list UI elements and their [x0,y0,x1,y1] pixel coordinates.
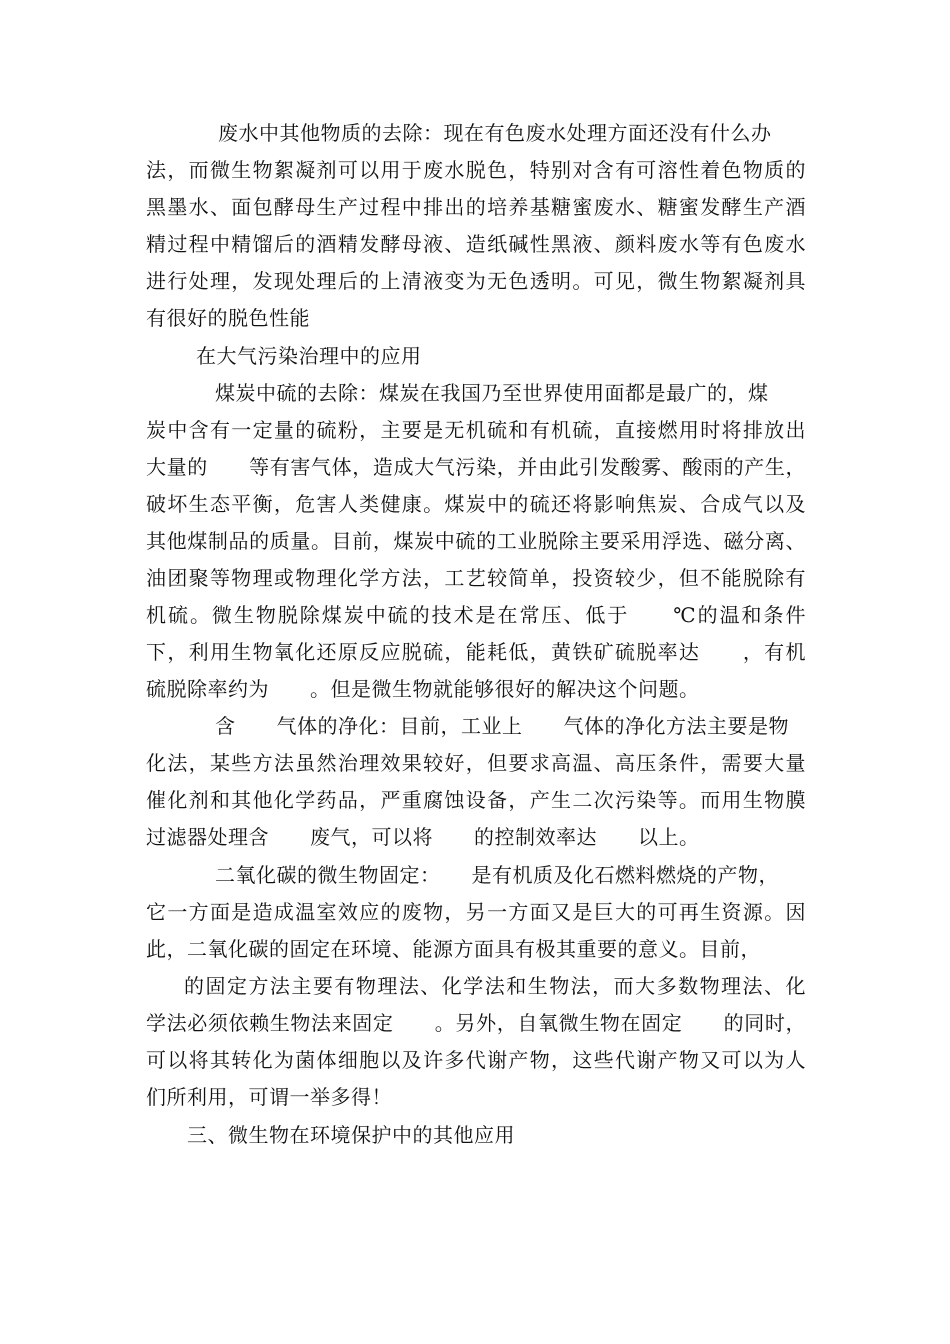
text-line: 煤炭中硫的去除：煤炭在我国乃至世界使用面都是最广的，煤 [215,381,769,405]
text-line: 催化剂和其他化学药品，严重腐蚀设备，产生二次污染等。而用生物膜 [146,788,806,812]
text-line: 废水中其他物质的去除：现在有色废水处理方面还没有什么办 [218,121,772,145]
section-heading: 在大气污染治理中的应用 [196,344,422,368]
text-line: 硫脱除率约为 。但是微生物就能够很好的解决这个问题。 [146,677,700,701]
text-line: 含 气体的净化：目前，工业上 气体的净化方法主要是物 [215,714,789,738]
text-line: 有很好的脱色性能 [146,306,310,330]
text-line: 机硫。微生物脱除煤炭中硫的技术是在常压、低于 ℃的温和条件 [146,603,806,627]
text-line: 下，利用生物氧化还原反应脱硫，能耗低，黄铁矿硫脱率达 ，有机 [146,640,806,664]
text-line: 油团聚等物理或物理化学方法，工艺较简单，投资较少，但不能脱除有 [146,566,806,590]
text-line: 过滤器处理含 废气，可以将 的控制效率达 以上。 [146,825,700,849]
text-line: 们所利用，可谓一举多得！ [146,1085,392,1109]
text-line: 它一方面是造成温室效应的废物，另一方面又是巨大的可再生资源。因 [146,900,806,924]
text-line: 可以将其转化为菌体细胞以及许多代谢产物，这些代谢产物又可以为人 [146,1048,806,1072]
text-line: 二氧化碳的微生物固定： 是有机质及化石燃料燃烧的产物， [215,863,779,887]
text-line: 化法，某些方法虽然治理效果较好，但要求高温、高压条件，需要大量 [146,751,806,775]
section-heading: 三、微生物在环境保护中的其他应用 [187,1123,515,1147]
text-line: 其他煤制品的质量。目前，煤炭中硫的工业脱除主要采用浮选、磁分离、 [146,529,806,553]
text-line: 精过程中精馏后的酒精发酵母液、造纸碱性黑液、颜料废水等有色废水 [146,232,806,256]
text-line: 大量的 等有害气体，造成大气污染，并由此引发酸雾、酸雨的产生， [146,455,806,479]
text-line: 黑墨水、面包酵母生产过程中排出的培养基糖蜜废水、糖蜜发酵生产酒 [146,195,806,219]
text-line: 进行处理，发现处理后的上清液变为无色透明。可见，微生物絮凝剂具 [146,269,806,293]
text-line: 的固定方法主要有物理法、化学法和生物法，而大多数物理法、化 [184,974,806,998]
text-line: 破坏生态平衡，危害人类健康。煤炭中的硫还将影响焦炭、合成气以及 [146,492,806,516]
text-line: 此，二氧化碳的固定在环境、能源方面具有极其重要的意义。目前， [146,937,761,961]
text-line: 法，而微生物絮凝剂可以用于废水脱色，特别对含有可溶性着色物质的 [146,158,806,182]
text-line: 炭中含有一定量的硫粉，主要是无机硫和有机硫，直接燃用时将排放出 [146,418,806,442]
text-line: 学法必须依赖生物法来固定 。另外，自氧微生物在固定 的同时， [146,1011,806,1035]
